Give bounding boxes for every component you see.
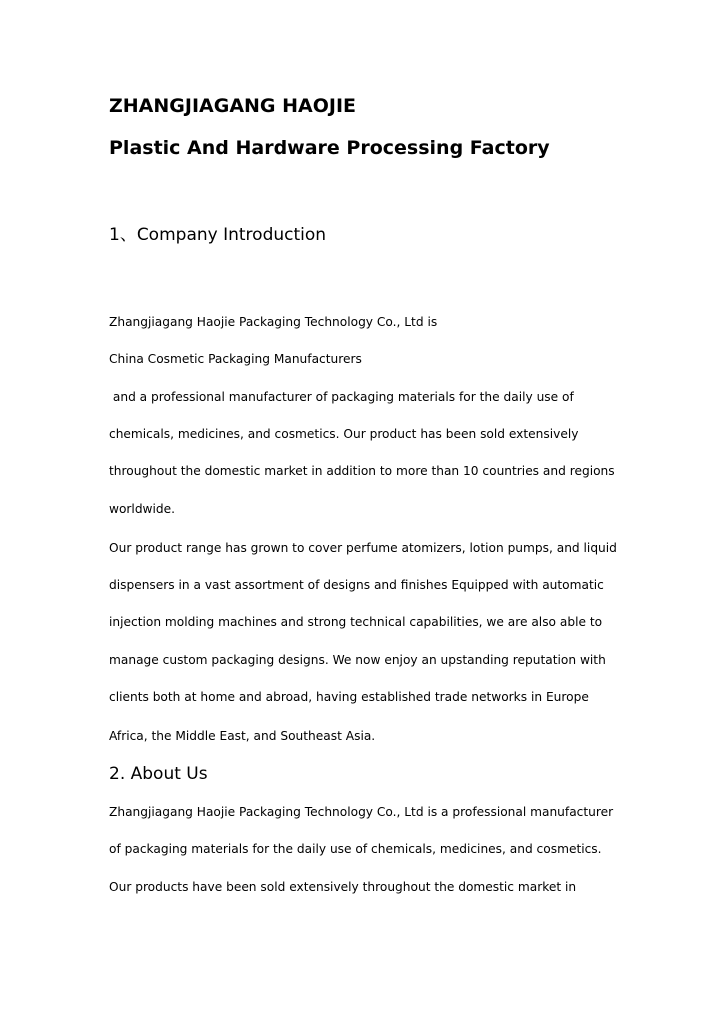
paragraph-line: Africa, the Middle East, and Southeast Asia. xyxy=(109,729,376,743)
paragraph-line: Our products have been sold extensively throughout the domestic market in xyxy=(109,880,577,894)
paragraph-line: and a professional manufacturer of packaging materials for the daily use of xyxy=(109,390,574,404)
paragraph-line: chemicals, medicines, and cosmetics. Our product has been sold extensively xyxy=(109,427,579,441)
paragraph-line: injection molding machines and strong technical capabilities, we are also able to xyxy=(109,615,603,629)
paragraph-line: clients both at home and abroad, having established trade networks in Europe xyxy=(109,690,589,704)
paragraph-line: dispensers in a vast assortment of designs and finishes Equipped with automatic xyxy=(109,578,604,592)
paragraph-line: manage custom packaging designs. We now enjoy an upstanding reputation with xyxy=(109,653,606,667)
paragraph-line: worldwide. xyxy=(109,502,176,516)
paragraph-line: Zhangjiagang Haojie Packaging Technology Co., Ltd is a professional manufacturer xyxy=(109,805,614,819)
paragraph-line: Our product range has grown to cover perfume atomizers, lotion pumps, and liquid xyxy=(109,541,617,555)
paragraph-line: Zhangjiagang Haojie Packaging Technology Co., Ltd is xyxy=(109,315,438,329)
paragraph-line: China Cosmetic Packaging Manufacturers xyxy=(109,352,362,366)
section-heading-about-us: 2. About Us xyxy=(109,764,208,784)
document-title-line2: Plastic And Hardware Processing Factory xyxy=(109,137,550,159)
document-title-line1: ZHANGJIAGANG HAOJIE xyxy=(109,95,357,117)
paragraph-line: of packaging materials for the daily use of chemicals, medicines, and cosmetics. xyxy=(109,842,602,856)
paragraph-line: throughout the domestic market in addition to more than 10 countries and regions xyxy=(109,464,615,478)
section-heading-company-introduction: 1、Company Introduction xyxy=(109,225,327,245)
